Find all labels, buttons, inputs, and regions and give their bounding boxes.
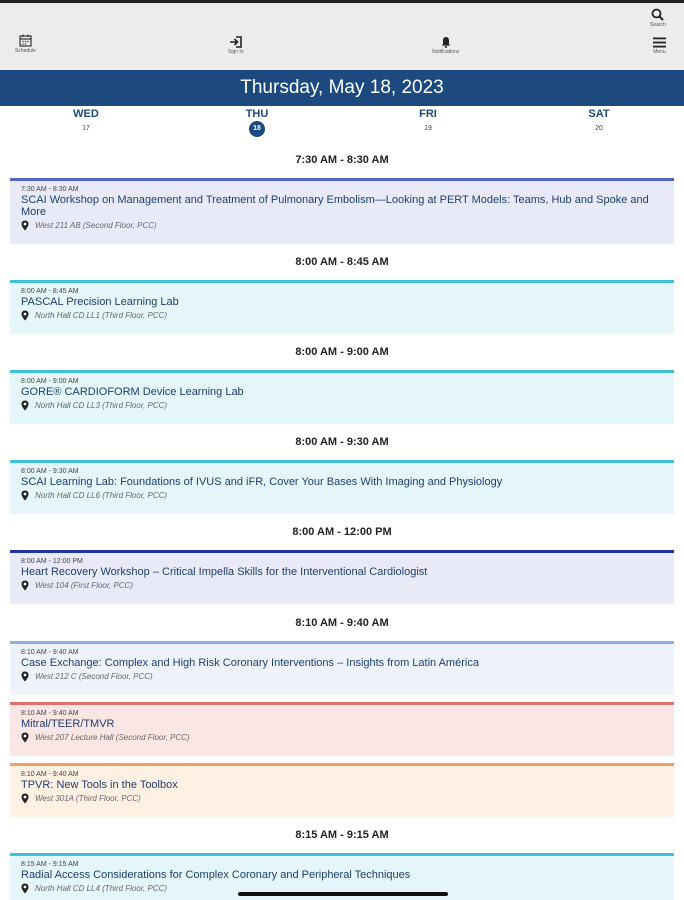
sign-in-label: Sign In (228, 49, 244, 55)
session-title: SCAI Learning Lab: Foundations of IVUS and iFR, Cover Your Bases With Imaging and Physiology (21, 476, 503, 488)
day-selector (0, 108, 684, 140)
location-pin-icon (21, 671, 29, 682)
day-name: THU (245, 108, 269, 120)
session-time: 8:00 AM - 9:00 AM (21, 378, 79, 385)
bell-icon (440, 36, 452, 48)
location-text: North Hall CD LL1 (Third Floor, PCC) (35, 310, 168, 320)
day-name: SAT (588, 108, 610, 120)
session-location (21, 220, 664, 231)
location-text: North Hall CD LL4 (Third Floor, PCC) (35, 883, 168, 893)
session-location (21, 400, 664, 411)
session-time: 8:15 AM - 9:15 AM (21, 861, 79, 868)
session-card[interactable] (10, 702, 674, 756)
location-pin-icon (21, 732, 29, 743)
location-pin-icon (21, 310, 29, 321)
session-title: Heart Recovery Workshop – Critical Impella Skills for the Interventional Cardiologist (21, 566, 428, 578)
location-text: North Hall CD LL3 (Third Floor, PCC) (35, 400, 168, 410)
session-title: PASCAL Precision Learning Lab (21, 296, 179, 308)
day-number: 20 (595, 125, 603, 132)
session-time: 8:10 AM - 9:40 AM (21, 649, 79, 656)
time-slot-header: 8:00 AM - 9:30 AM (295, 436, 389, 448)
session-card[interactable] (10, 641, 674, 695)
time-slot-header: 8:00 AM - 8:45 AM (295, 256, 389, 268)
location-text: West 301A (Third Floor, PCC) (35, 793, 141, 803)
calendar-icon (19, 34, 32, 47)
location-text: West 212 C (Second Floor, PCC) (35, 671, 153, 681)
session-time: 8:10 AM - 9:40 AM (21, 771, 79, 778)
sign-in-icon (229, 36, 242, 48)
home-indicator[interactable] (238, 892, 448, 896)
session-title: Radial Access Considerations for Complex Coronary and Peripheral Techniques (21, 869, 411, 881)
location-pin-icon (21, 220, 29, 231)
time-slot-header: 7:30 AM - 8:30 AM (295, 154, 389, 166)
notifications-button[interactable] (432, 36, 459, 55)
time-slot-header: 8:10 AM - 9:40 AM (295, 617, 389, 629)
session-title: Case Exchange: Complex and High Risk Coronary Interventions – Insights from Latin América (21, 657, 479, 669)
session-location (21, 671, 664, 682)
session-time: 8:00 AM - 9:30 AM (21, 468, 79, 475)
session-card[interactable] (10, 763, 674, 817)
day-number: 19 (424, 125, 432, 132)
date-header: Thursday, May 18, 2023 (0, 70, 684, 106)
menu-button[interactable] (653, 37, 666, 55)
session-location (21, 732, 664, 743)
location-pin-icon (21, 490, 29, 501)
session-title: GORE® CARDIOFORM Device Learning Lab (21, 386, 244, 398)
time-slot-header: 8:00 AM - 12:00 PM (292, 526, 392, 538)
day-fri[interactable] (398, 108, 458, 133)
day-sat[interactable] (569, 108, 629, 133)
session-title: SCAI Workshop on Management and Treatment of Pulmonary Embolism—Looking at PERT Models: Teams, Hub and Spoke and More (21, 194, 649, 218)
hamburger-menu-icon (653, 37, 666, 48)
session-time: 8:00 AM - 8:45 AM (21, 288, 79, 295)
search-icon (651, 8, 664, 21)
session-time: 7:30 AM - 8:30 AM (21, 186, 79, 193)
top-toolbar (0, 0, 684, 70)
session-card[interactable] (10, 460, 674, 514)
day-wed[interactable] (56, 108, 116, 133)
session-card[interactable] (10, 178, 674, 244)
session-time: 8:00 AM - 12:00 PM (21, 558, 83, 565)
day-number: 17 (82, 125, 90, 132)
time-slot-header: 8:15 AM - 9:15 AM (295, 829, 389, 841)
location-text: West 104 (First Floor, PCC) (35, 580, 134, 590)
session-location (21, 490, 664, 501)
location-pin-icon (21, 883, 29, 894)
notifications-label: Notifications (432, 49, 460, 55)
day-name: WED (73, 108, 99, 120)
location-pin-icon (21, 793, 29, 804)
location-text: North Hall CD LL6 (Third Floor, PCC) (35, 490, 168, 500)
location-text: West 211 AB (Second Floor, PCC) (35, 220, 157, 230)
schedule-tab[interactable] (15, 34, 36, 54)
session-location (21, 793, 664, 804)
day-thu[interactable] (227, 108, 287, 137)
search-label: Search (650, 22, 666, 28)
time-slot-header: 8:00 AM - 9:00 AM (295, 346, 389, 358)
session-location (21, 310, 664, 321)
session-title: Mitral/TEER/TMVR (21, 718, 115, 730)
day-name: FRI (419, 108, 437, 120)
session-time: 8:10 AM - 9:40 AM (21, 710, 79, 717)
session-card[interactable] (10, 370, 674, 424)
session-location (21, 580, 664, 591)
day-number-selected: 18 (249, 121, 265, 137)
search-button[interactable] (650, 8, 666, 28)
sign-in-button[interactable] (228, 36, 244, 55)
location-pin-icon (21, 580, 29, 591)
session-card[interactable] (10, 280, 674, 334)
session-title: TPVR: New Tools in the Toolbox (21, 779, 178, 791)
session-card[interactable] (10, 550, 674, 604)
location-pin-icon (21, 400, 29, 411)
menu-label: Menu (653, 49, 666, 55)
schedule-label: Schedule (15, 48, 36, 54)
location-text: West 207 Lecture Hall (Second Floor, PCC) (35, 732, 190, 742)
